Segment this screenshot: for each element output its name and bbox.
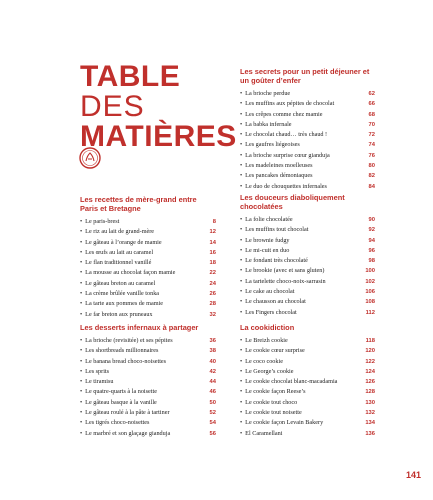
section-desserts <box>80 323 216 439</box>
toc-entry-page: 54 <box>209 420 216 427</box>
toc-entry-label: • La mousse au chocolat façon mamie <box>80 268 175 277</box>
toc-entry-label: • Les sprits <box>80 367 109 376</box>
toc-entry <box>80 227 216 237</box>
toc-entry-label: • Le flan traditionnel vanillé <box>80 258 151 267</box>
toc-entry-label: • Le gâteau à l’orange de mamie <box>80 238 162 247</box>
toc-entry-page: 74 <box>368 142 375 149</box>
title-line-1: TABLE <box>80 60 181 93</box>
toc-entry-page: 44 <box>209 379 216 386</box>
toc-entry-page: 32 <box>209 311 216 318</box>
toc-entry <box>240 418 375 428</box>
toc-entry-label: • Le gâteau basque à la vanille <box>80 398 157 407</box>
toc-entry-label: • La brioche (revisitée) et ses pépites <box>80 336 173 345</box>
toc-entry <box>80 238 216 248</box>
toc-entry <box>80 310 216 320</box>
toc-entry <box>240 256 375 266</box>
toc-entry-page: 12 <box>209 229 216 236</box>
toc-entry-label: • Les pancakes démoniaques <box>240 171 313 180</box>
title-line-2 <box>80 92 237 122</box>
toc-entry-page: 120 <box>365 348 375 355</box>
toc-entry <box>80 336 216 346</box>
toc-entry <box>240 297 375 307</box>
toc-entry-page: 126 <box>365 379 375 386</box>
section-title: Les douceurs diaboliquement chocolatées <box>240 193 345 211</box>
toc-entry <box>240 346 375 356</box>
toc-entry-page: 100 <box>365 268 375 275</box>
toc-entry-page: 22 <box>209 270 216 277</box>
toc-entry <box>240 225 375 235</box>
toc-entry-label: • Le coco cookie <box>240 357 283 366</box>
toc-entry-page: 66 <box>368 101 375 108</box>
toc-entry <box>240 357 375 367</box>
toc-entry-page: 124 <box>365 368 375 375</box>
toc-entry-page: 90 <box>368 217 375 223</box>
toc-entry-label: • Le marbré et son glaçage gianduja <box>80 429 170 438</box>
toc-entry <box>80 387 216 397</box>
toc-entry-page: 80 <box>368 163 375 170</box>
toc-entry <box>240 266 375 276</box>
recipe-list <box>240 336 375 439</box>
toc-entry <box>240 161 375 171</box>
toc-entry-label: • Le cookie chocolat blanc-macadamia <box>240 377 337 386</box>
toc-entry-label: • Le cookie tout choco <box>240 398 297 407</box>
toc-entry-page: 76 <box>368 152 375 159</box>
toc-entry <box>240 110 375 120</box>
toc-entry <box>80 398 216 408</box>
toc-entry <box>240 236 375 246</box>
toc-entry-label: • Le brookie (avec et sans gluten) <box>240 266 324 275</box>
toc-entry-page: 16 <box>209 249 216 256</box>
toc-entry-label: • Le cookie tout noisette <box>240 408 302 417</box>
recipe-list <box>240 89 375 192</box>
toc-entry-label: • Les madeleines moelleuses <box>240 161 313 170</box>
toc-entry-page: 18 <box>209 260 216 267</box>
toc-entry-label: • Le paris-brest <box>80 217 119 226</box>
toc-entry-label: • Le cookie façon Levain Bakery <box>240 418 323 427</box>
toc-entry <box>240 215 375 225</box>
toc-entry-label: • Les œufs au lait au caramel <box>80 248 153 257</box>
toc-entry <box>240 140 375 150</box>
toc-entry <box>240 182 375 192</box>
section-mere-grand <box>80 195 216 320</box>
toc-entry-page: 14 <box>209 239 216 246</box>
toc-entry <box>80 248 216 258</box>
section-title: Les recettes de mère-grand entre Paris et Bretagne <box>80 195 197 213</box>
toc-entry-page: 70 <box>368 121 375 128</box>
toc-entry <box>80 217 216 227</box>
toc-entry-label: • La brioche perdue <box>240 89 290 98</box>
toc-entry-page: 50 <box>209 399 216 406</box>
toc-entry-page: 72 <box>368 132 375 139</box>
recipe-list <box>80 217 216 320</box>
toc-entry <box>80 279 216 289</box>
toc-entry <box>240 387 375 397</box>
section-cookidiction <box>240 323 375 439</box>
toc-entry-label: • Le Breizh cookie <box>240 336 288 345</box>
toc-entry <box>240 367 375 377</box>
toc-entry-page: 84 <box>368 183 375 190</box>
toc-entry-label: • Le cake au chocolat <box>240 287 294 296</box>
toc-entry-page: 122 <box>365 358 375 365</box>
toc-entry-label: • Les tigrés choco-noisettes <box>80 418 149 427</box>
toc-entry-label: • El Caramellani <box>240 429 282 438</box>
toc-entry <box>240 377 375 387</box>
toc-entry-page: 118 <box>365 338 375 344</box>
toc-entry-page: 42 <box>209 368 216 375</box>
toc-entry-label: • Le gâteau roulé à la pâte à tartiner <box>80 408 170 417</box>
section-title: Les desserts infernaux à partager <box>80 323 199 332</box>
toc-entry-page: 40 <box>209 358 216 365</box>
toc-entry-page: 8 <box>212 219 216 225</box>
toc-entry-label: • Les Fingers chocolat <box>240 308 297 317</box>
section-secrets <box>240 67 375 192</box>
toc-entry-label: • La babka infernale <box>240 120 292 129</box>
toc-entry <box>80 289 216 299</box>
toc-entry-label: • Le mi-cuit en duo <box>240 246 289 255</box>
toc-entry <box>240 308 375 318</box>
toc-entry <box>240 336 375 346</box>
toc-entry <box>80 268 216 278</box>
toc-entry-label: • Les muffins tout chocolat <box>240 225 308 234</box>
toc-entry <box>80 429 216 439</box>
toc-entry-page: 102 <box>365 278 375 285</box>
toc-entry <box>80 258 216 268</box>
toc-entry <box>80 346 216 356</box>
toc-entry <box>240 99 375 109</box>
toc-entry <box>240 408 375 418</box>
toc-entry-page: 68 <box>368 111 375 118</box>
toc-entry-label: • Le cookie façon Reese’s <box>240 387 305 396</box>
toc-entry-page: 132 <box>365 410 375 417</box>
toc-entry-label: • Le fondant très chocolaté <box>240 256 308 265</box>
toc-entry-label: • Le banana bread choco-noisettes <box>80 357 166 366</box>
toc-entry-page: 92 <box>368 227 375 234</box>
toc-entry <box>240 429 375 439</box>
toc-entry-label: • Le brownie fudgy <box>240 236 290 245</box>
toc-entry-label: • Le duo de chouquettes infernales <box>240 182 327 191</box>
toc-entry-page: 36 <box>209 338 216 344</box>
toc-entry-label: • Le chausson au chocolat <box>240 297 306 306</box>
toc-entry-label: • Le chocolat chaud… très chaud ! <box>240 130 327 139</box>
toc-entry-page: 106 <box>365 289 375 296</box>
toc-entry <box>240 151 375 161</box>
toc-entry <box>240 287 375 297</box>
section-douceurs <box>240 193 375 318</box>
toc-entry <box>80 357 216 367</box>
toc-entry-label: • Le George’s cookie <box>240 367 294 376</box>
toc-entry-page: 136 <box>365 430 375 437</box>
toc-entry-page: 96 <box>368 247 375 254</box>
page-number: 141 <box>406 470 422 480</box>
toc-entry <box>80 408 216 418</box>
toc-entry-label: • Le tiramisu <box>80 377 114 386</box>
toc-entry-page: 46 <box>209 389 216 396</box>
section-title: La cookidiction <box>240 323 295 332</box>
toc-entry <box>80 299 216 309</box>
toc-entry-page: 130 <box>365 399 375 406</box>
toc-entry-label: • Le far breton aux pruneaux <box>80 310 153 319</box>
toc-entry <box>240 398 375 408</box>
recipe-list <box>80 336 216 439</box>
toc-entry-label: • La tartelette choco-noix-sarrasin <box>240 277 326 286</box>
toc-entry <box>240 130 375 140</box>
toc-entry-label: • Le gâteau breton au caramel <box>80 279 155 288</box>
toc-entry-page: 52 <box>209 410 216 417</box>
toc-entry <box>80 367 216 377</box>
toc-entry-page: 108 <box>365 299 375 306</box>
toc-entry-page: 56 <box>209 430 216 437</box>
toc-entry-label: • Les gaufres liégeoises <box>240 140 300 149</box>
wax-seal-icon <box>79 147 101 169</box>
toc-entry-label: • Le quatre-quarts à la noisette <box>80 387 157 396</box>
toc-entry <box>240 120 375 130</box>
toc-entry <box>240 89 375 99</box>
toc-entry-page: 26 <box>209 291 216 298</box>
toc-entry-page: 82 <box>368 173 375 180</box>
page-title <box>80 62 237 152</box>
toc-entry-page: 28 <box>209 301 216 308</box>
toc-entry-label: • Le riz au lait de grand-mère <box>80 227 154 236</box>
toc-entry-page: 62 <box>368 91 375 97</box>
toc-entry-label: • La brioche surprise cœur gianduja <box>240 151 330 160</box>
toc-entry <box>240 246 375 256</box>
toc-entry-page: 134 <box>365 420 375 427</box>
toc-entry-label: • La crème brûlée vanille tonka <box>80 289 159 298</box>
toc-entry-page: 128 <box>365 389 375 396</box>
toc-entry-page: 112 <box>365 309 375 316</box>
toc-entry-label: • Le cookie cœur surprise <box>240 346 305 355</box>
toc-entry-label: • La folie chocolatée <box>240 215 293 224</box>
section-title: Les secrets pour un petit déjeuner et un goûter d’enfer <box>240 67 370 85</box>
toc-entry-page: 98 <box>368 258 375 265</box>
toc-entry-label: • La tarte aux pommes de mamie <box>80 299 163 308</box>
toc-entry <box>240 171 375 181</box>
title-line-2-text: DES <box>80 90 145 123</box>
title-line-3: MATIÈRES <box>80 120 237 153</box>
toc-entry <box>240 277 375 287</box>
toc-entry-label: • Les crêpes comme chez mamie <box>240 110 322 119</box>
toc-entry-page: 94 <box>368 237 375 244</box>
toc-entry-label: • Les shortbreads millionnaires <box>80 346 158 355</box>
recipe-list <box>240 215 375 318</box>
toc-entry-page: 24 <box>209 280 216 287</box>
toc-entry-page: 38 <box>209 348 216 355</box>
toc-entry <box>80 418 216 428</box>
toc-entry-label: • Les muffins aux pépites de chocolat <box>240 99 334 108</box>
toc-entry <box>80 377 216 387</box>
